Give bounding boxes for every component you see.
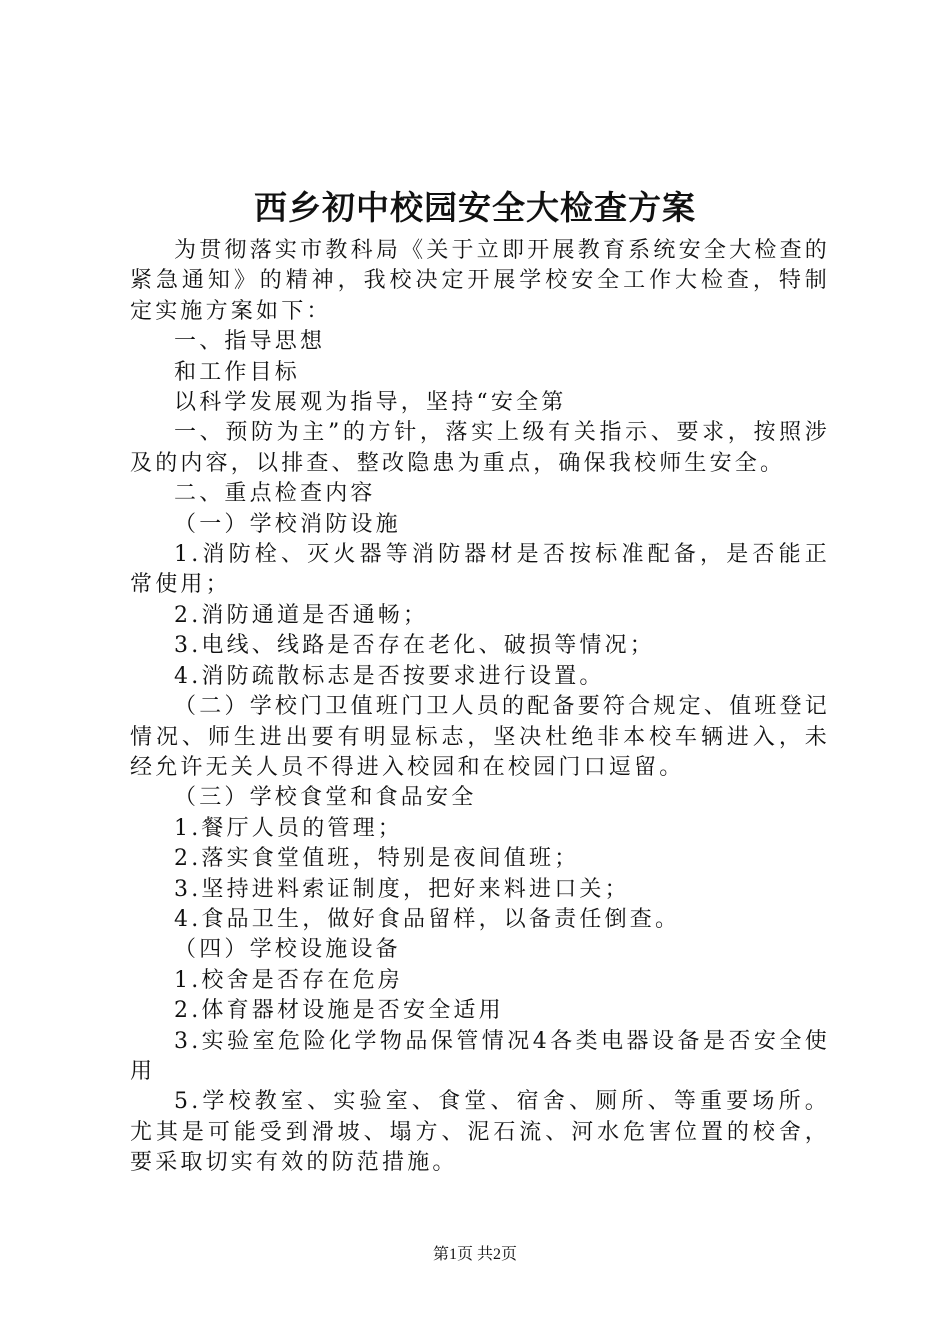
subsection-heading-fire: （一）学校消防设施: [174, 511, 401, 537]
guiding-paragraph-continued: 一、预防为主”的方针，落实上级有关指示、要求，按照涉及的内容，以排查、整改隐患为重点，确保我校师生安全。: [130, 420, 830, 476]
document-body: [130, 236, 830, 1179]
list-item: 2.消防通道是否通畅；: [174, 602, 429, 628]
list-item: 3.电线、线路是否存在老化、破损等情况；: [174, 633, 655, 659]
guiding-paragraph: 以科学发展观为指导，坚持“安全第: [174, 390, 567, 416]
list-item: 1.餐厅人员的管理；: [174, 815, 403, 841]
list-item: 1.消防栓、灭火器等消防器材是否按标准配备，是否能正常使用；: [130, 542, 830, 598]
page-footer: 第1页 共2页: [432, 1246, 517, 1263]
list-item: 4.消防疏散标志是否按要求进行设置。: [174, 663, 605, 689]
list-item: 3.实验室危险化学物品保管情况4各类电器设备是否安全使用: [130, 1028, 830, 1084]
subsection-heading-facilities: （四）学校设施设备: [174, 937, 401, 963]
document-title: 西乡初中校园安全大检查方案: [254, 188, 696, 227]
subsection-paragraph-gate: （二）学校门卫值班门卫人员的配备要符合规定、值班登记情况、师生进出要有明显标志，坚决杜绝非本校车辆进入，未经允许无关人员不得进入校园和在校园门口逗留。: [130, 694, 830, 780]
list-item: 1.校舍是否存在危房: [174, 967, 403, 993]
list-item: 5.学校教室、实验室、食堂、宿舍、厕所、等重要场所。尤其是可能受到滑坡、塌方、泥石流、河水危害位置的校舍，要采取切实有效的防范措施。: [130, 1089, 830, 1176]
intro-paragraph: 为贯彻落实市教科局《关于立即开展教育系统安全大检查的紧急通知》的精神，我校决定开展学校安全工作大检查，特制定实施方案如下：: [130, 238, 830, 324]
subsection-heading-canteen: （三）学校食堂和食品安全: [174, 785, 477, 811]
section-heading-inspection: 二、重点检查内容: [174, 481, 376, 507]
list-item: 2.落实食堂值班，特别是夜间值班；: [174, 846, 580, 872]
list-item: 3.坚持进料索证制度，把好来料进口关；: [174, 876, 630, 902]
section-heading-goals: 和工作目标: [174, 359, 301, 385]
section-heading-guiding: 一、指导思想: [174, 329, 326, 355]
list-item: 2.体育器材设施是否安全适用: [174, 998, 504, 1024]
list-item: 4.食品卫生，做好食品留样，以备责任倒查。: [174, 906, 681, 932]
